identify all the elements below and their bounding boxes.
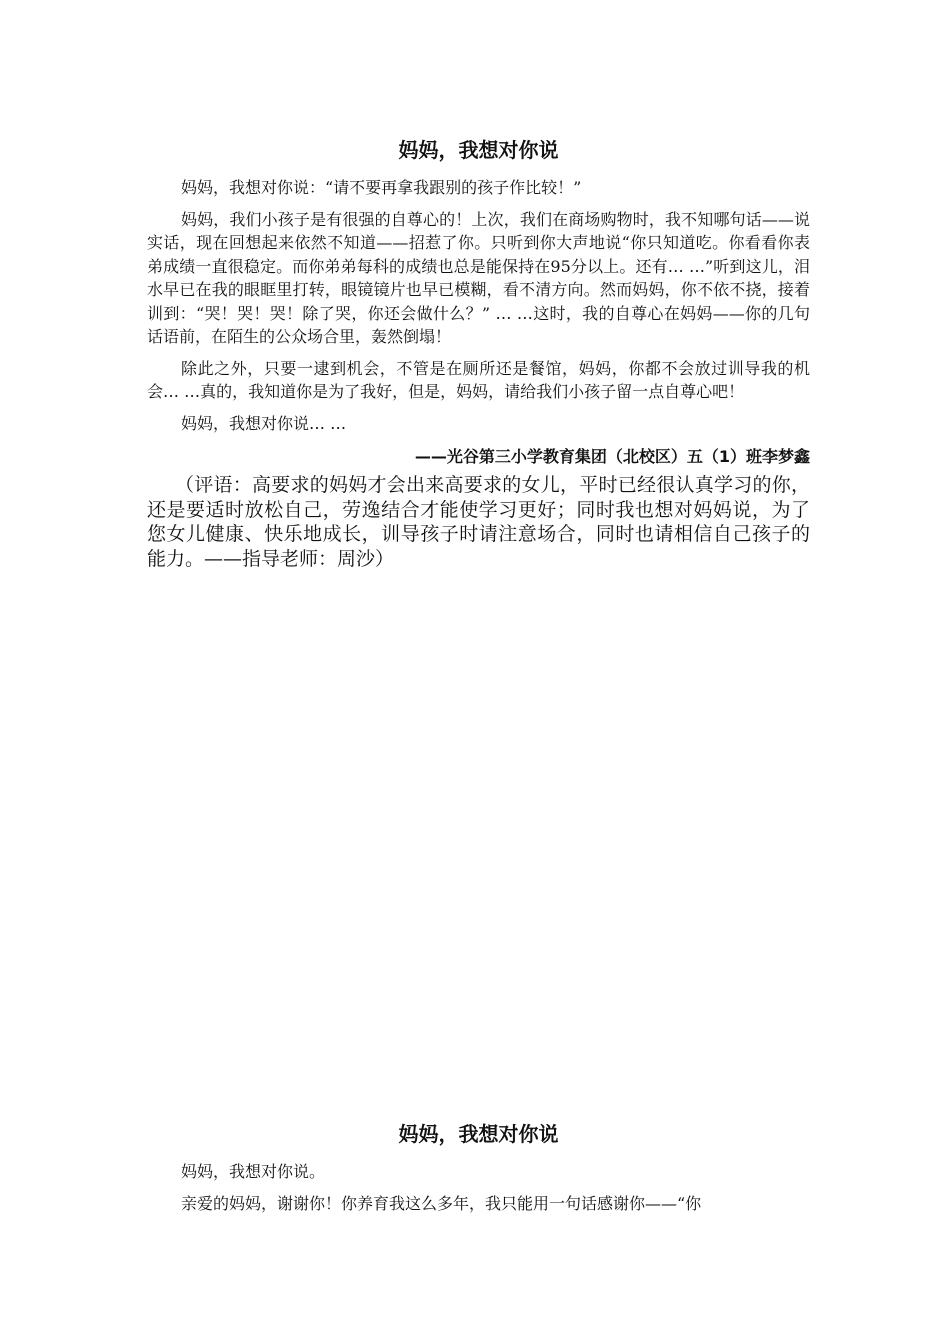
article-2-title: 妈妈，我想对你说 [398, 1122, 559, 1146]
article-1-paragraph-1: 妈妈，我想对你说：“请不要再拿我跟别的孩子作比较！” [181, 178, 582, 197]
article-1-signature: ——光谷第三小学教育集团（北校区）五（1）班李梦鑫 [414, 447, 810, 466]
article-1-body [147, 176, 810, 571]
article-1-paragraph-4: 妈妈，我想对你说… … [181, 413, 347, 433]
article-1-title: 妈妈，我想对你说 [398, 138, 559, 162]
article-2 [147, 1118, 810, 1215]
article-1-paragraph-3: 除此之外，只要一逮到机会，不管是在厕所还是餐馆，妈妈，你都不会放过训导我的机会… …真的，我知道你是为了我好，但是，妈妈，请给我们小孩子留一点自尊心吧！ [147, 358, 810, 401]
article-2-paragraph-2: 亲爱的妈妈，谢谢你！你养育我这么多年，我只能用一句话感谢你——“你 [181, 1193, 702, 1213]
teacher-comment: （评语：高要求的妈妈才会出来高要求的女儿，平时已经很认真学习的你，还是要适时放松自己，劳逸结合才能使学习更好；同时我也想对妈妈说，为了您女儿健康、快乐地成长，训导孩子时请注意场合，同时也请相信自己孩子的能力。——指导老师：周沙） [147, 474, 810, 570]
article-2-paragraph-1: 妈妈，我想对你说。 [181, 1162, 326, 1181]
article-1 [147, 134, 810, 163]
article-1-paragraph-2: 妈妈，我们小孩子是有很强的自尊心的！上次，我们在商场购物时，我不知哪句话——说实话，现在回想起来依然不知道——招惹了你。只听到你大声地说“你只知道吃。你看看你表弟成绩一直很稳定。而你弟弟每科的成绩也总是能保持在95分以上。还有… …”听到这儿，泪水早已在我的眼眶里打转，眼镜镜片也早已模糊，看不清方向。然而妈妈，你不依不挠，接着训到：“哭！哭！哭！除了哭，你还会做什么？” … …这时，我的自尊心在妈妈——你的几句话语前，在陌生的公众场合里，轰然倒塌！ [147, 209, 810, 346]
